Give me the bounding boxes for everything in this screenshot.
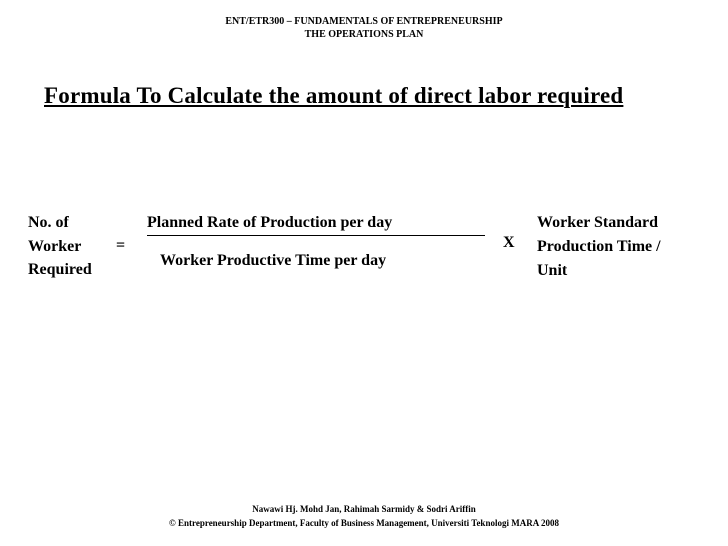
footer-copyright: © Entrepreneurship Department, Faculty of Business Management, Universiti Teknologi MARA 2008 <box>169 518 559 528</box>
lhs-line-3: Required <box>28 261 92 278</box>
rhs-line-1: Worker Standard <box>537 214 659 231</box>
rhs-line-3: Unit <box>537 262 568 279</box>
course-title: ENT/ETR300 – FUNDAMENTALS OF ENTREPRENEURSHIP <box>225 16 503 27</box>
equals-sign: = <box>116 237 126 254</box>
fraction-bar <box>147 235 485 236</box>
footer-authors: Nawawi Hj. Mohd Jan, Rahimah Sarmidy & Sodri Ariffin <box>252 504 476 514</box>
slide-header <box>0 15 728 41</box>
section-title: THE OPERATIONS PLAN <box>304 29 424 40</box>
multiply-sign: X <box>503 234 515 251</box>
slide-title: Formula To Calculate the amount of direct labor required <box>44 83 624 108</box>
slide-footer <box>0 502 728 530</box>
formula-rhs <box>537 211 661 283</box>
rhs-line-2: Production Time / <box>537 238 661 255</box>
formula-numerator: Planned Rate of Production per day <box>147 214 393 231</box>
lhs-line-2: Worker <box>28 237 82 255</box>
formula-lhs <box>28 211 92 282</box>
lhs-line-1: No. of <box>28 214 69 231</box>
formula-denominator: Worker Productive Time per day <box>160 252 387 269</box>
